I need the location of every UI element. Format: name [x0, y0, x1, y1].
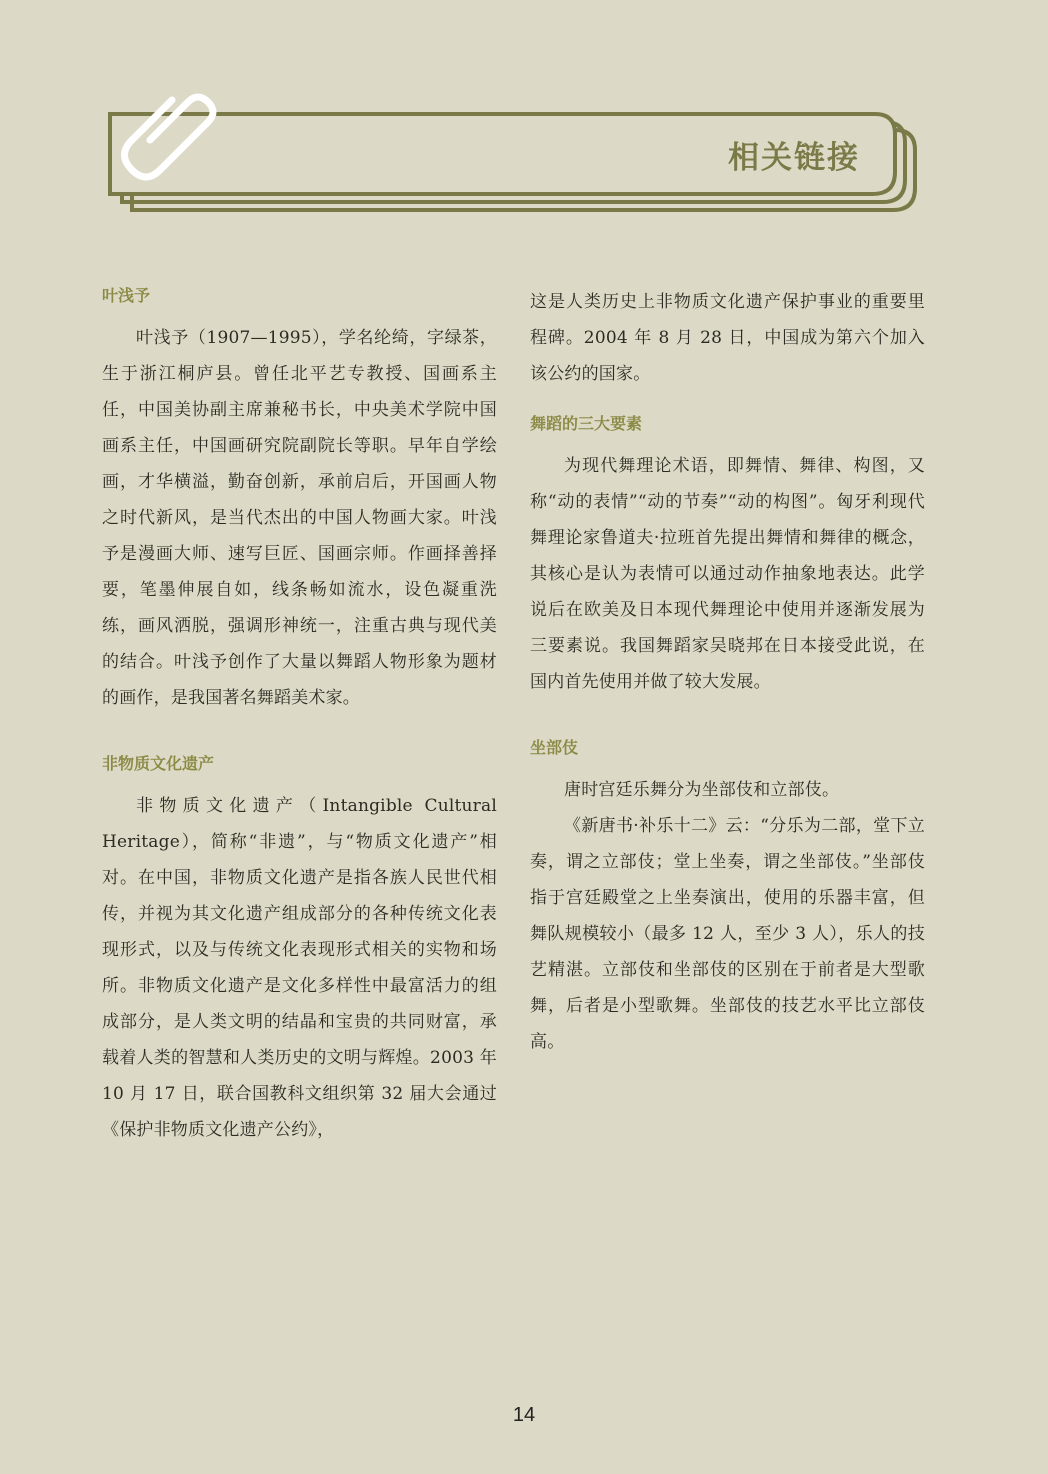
- left-column: [102, 284, 497, 1148]
- section-title-intangible-heritage: 非物质文化遗产: [102, 754, 215, 773]
- section-title-zuobuji: 坐部伎: [530, 738, 579, 757]
- spacer: [102, 716, 497, 752]
- spacer: [530, 392, 925, 412]
- paragraph-zuobuji-1: 唐时宫廷乐舞分为坐部伎和立部伎。: [564, 780, 840, 800]
- spacer: [530, 700, 925, 736]
- banner-title: 相关链接: [728, 140, 860, 176]
- section-banner: [100, 60, 930, 230]
- paragraph-zuobuji-2: 《新唐书·补乐十二》云：“分乐为二部，堂下立奏，谓之立部伎；堂上坐奏，谓之坐部伎。”坐部伎指于宫廷殿堂之上坐奏演出，使用的乐器丰富，但舞队规模较小（最多 12 人，至少 3 人），乐人的技艺精湛。立部伎和坐部伎的区别在于前者是大型歌舞，后者是小型歌舞。坐部伎的技艺水平比立部伎高。: [530, 816, 925, 1052]
- paragraph-ye-qianyu: 叶浅予（1907—1995），学名纶绮，字绿茶，生于浙江桐庐县。曾任北平艺专教授、国画系主任，中国美协副主席兼秘书长，中央美术学院中国画系主任，中国画研究院副院长等职。早年自学绘画，才华横溢，勤奋创新，承前启后，开国画人物之时代新风，是当代杰出的中国人物画大家。叶浅予是漫画大师、速写巨匠、国画宗师。作画择善择要，笔墨伸展自如，线条畅如流水，设色凝重洗练，画风洒脱，强调形神统一，注重古典与现代美的结合。叶浅予创作了大量以舞蹈人物形象为题材的画作，是我国著名舞蹈美术家。: [102, 328, 497, 708]
- right-column: [530, 284, 925, 1060]
- paragraph-dance-elements: 为现代舞理论术语，即舞情、舞律、构图，又称“动的表情”“动的节奏”“动的构图”。匈牙利现代舞理论家鲁道夫·拉班首先提出舞情和舞律的概念，其核心是认为表情可以通过动作抽象地表达。此学说后在欧美及日本现代舞理论中使用并逐渐发展为三要素说。我国舞蹈家吴晓邦在日本接受此说，在国内首先使用并做了较大发展。: [530, 456, 925, 692]
- section-title-ye-qianyu: 叶浅予: [102, 286, 151, 305]
- section-title-dance-elements: 舞蹈的三大要素: [530, 414, 643, 433]
- paragraph-intangible-heritage: 非物质文化遗产（Intangible Cultural Heritage），简称“非遗”，与“物质文化遗产”相对。在中国，非物质文化遗产是指各族人民世代相传，并视为其文化遗产组成部分的各种传统文化表现形式，以及与传统文化表现形式相关的实物和场所。非物质文化遗产是文化多样性中最富活力的组成部分，是人类文明的结晶和宝贵的共同财富，承载着人类的智慧和人类历史的文明与辉煌。2003 年 10 月 17 日，联合国教科文组织第 32 届大会通过《保护非物质文化遗产公约》，: [102, 796, 497, 1140]
- page-number: 14: [512, 1404, 536, 1426]
- paragraph-heritage-continued: 这是人类历史上非物质文化遗产保护事业的重要里程碑。2004 年 8 月 28 日，中国成为第六个加入该公约的国家。: [530, 292, 925, 384]
